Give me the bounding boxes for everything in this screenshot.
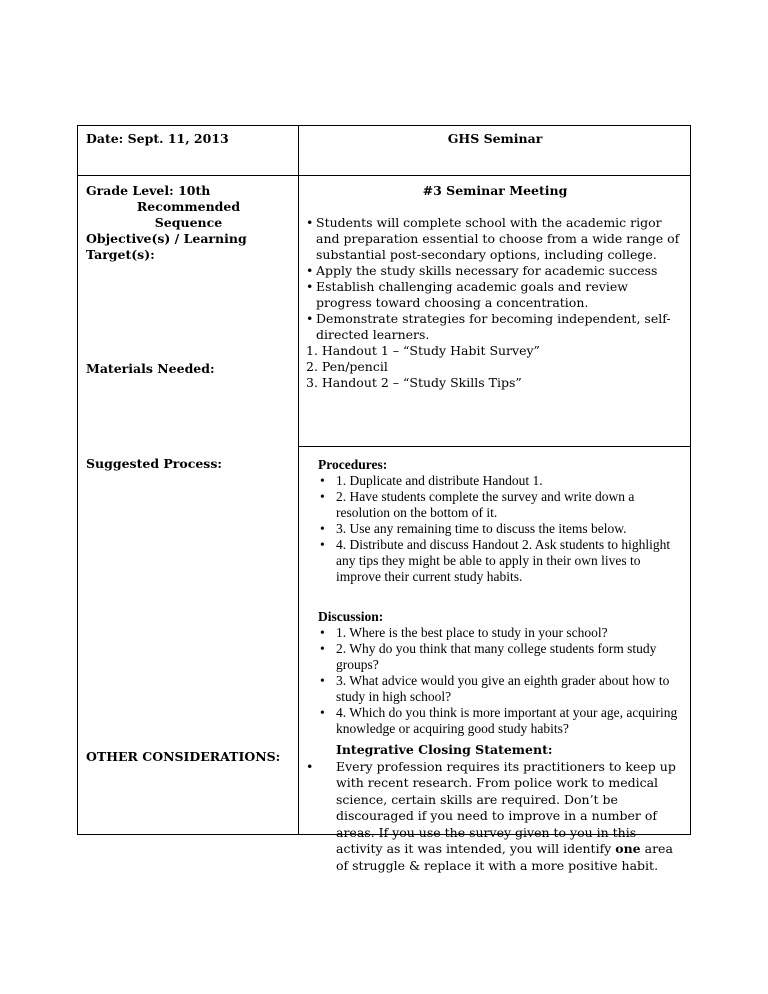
procedure-item: • 1. Duplicate and distribute Handout 1. <box>318 473 686 489</box>
material-item: 3. Handout 2 – “Study Skills Tips” <box>306 375 522 390</box>
discussion-item: • 4. Which do you think is more important at your age, acquiring knowledge or acquiring good study habits? <box>318 705 686 737</box>
objective-item: • Apply the study skills necessary for academic success <box>306 263 686 279</box>
discussion-item: • 3. What advice would you give an eighth grader about how to study in high school? <box>318 673 686 705</box>
closing-paragraph <box>306 759 688 875</box>
lesson-plan-table <box>77 125 691 873</box>
materials-list <box>306 343 686 391</box>
other-considerations-label: OTHER CONSIDERATIONS: <box>86 749 281 764</box>
procedure-item: • 3. Use any remaining time to discuss the items below. <box>318 521 686 537</box>
sequence-label: Sequence <box>154 215 223 230</box>
closing-text-bold: one <box>615 841 641 856</box>
objective-item: • Demonstrate strategies for becoming independent, self-directed learners. <box>306 311 686 343</box>
discussion-heading: Discussion: <box>318 609 384 624</box>
meeting-title: #3 Seminar Meeting <box>422 183 568 198</box>
bullet-icon: • <box>306 758 314 774</box>
objective-item: • Establish challenging academic goals and review progress toward choosing a concentration. <box>306 279 686 311</box>
objective-label: Objective(s) / Learning Target(s): <box>86 231 247 262</box>
recommended-label: Recommended <box>136 199 241 214</box>
procedures-heading: Procedures: <box>318 457 388 472</box>
objective-item: • Students will complete school with the academic rigor and preparation essential to choose from a wide range of substantial post-secondary options, including college. <box>306 215 686 263</box>
column-divider <box>298 126 299 834</box>
procedure-item: • 4. Distribute and discuss Handout 2. Ask students to highlight any tips they might be able to apply in their own lives to improve their current study habits. <box>318 537 686 585</box>
procedures-section <box>318 457 686 585</box>
closing-text-end: area of struggle & replace it with a more positive habit. <box>336 841 673 873</box>
material-item: 1. Handout 1 – “Study Habit Survey” <box>306 343 540 358</box>
discussion-item: • 2. Why do you think that many college students form study groups? <box>318 641 686 673</box>
discussion-section <box>318 609 686 737</box>
closing-text-start: Every profession requires its practitioners to keep up with recent research. From police work to medical science, certain skills are required. Don’t be discouraged if you need to improve in a number of areas. If you use the survey given to you in this activity as it was intended, you will identify <box>336 758 676 856</box>
closing-heading: Integrative Closing Statement: <box>336 742 553 757</box>
objectives-list <box>306 215 686 391</box>
process-label: Suggested Process: <box>86 456 222 471</box>
materials-label: Materials Needed: <box>86 361 215 376</box>
date-label: Date: Sept. 11, 2013 <box>86 131 229 146</box>
discussion-item: • 1. Where is the best place to study in your school? <box>318 625 686 641</box>
material-item: 2. Pen/pencil <box>306 359 388 374</box>
row-divider <box>78 175 690 176</box>
closing-section <box>306 742 688 874</box>
procedure-item: • 2. Have students complete the survey and write down a resolution on the bottom of it. <box>318 489 686 521</box>
seminar-title: GHS Seminar <box>447 131 543 146</box>
row-divider-right <box>298 446 691 447</box>
grade-label: Grade Level: 10th <box>86 183 211 198</box>
